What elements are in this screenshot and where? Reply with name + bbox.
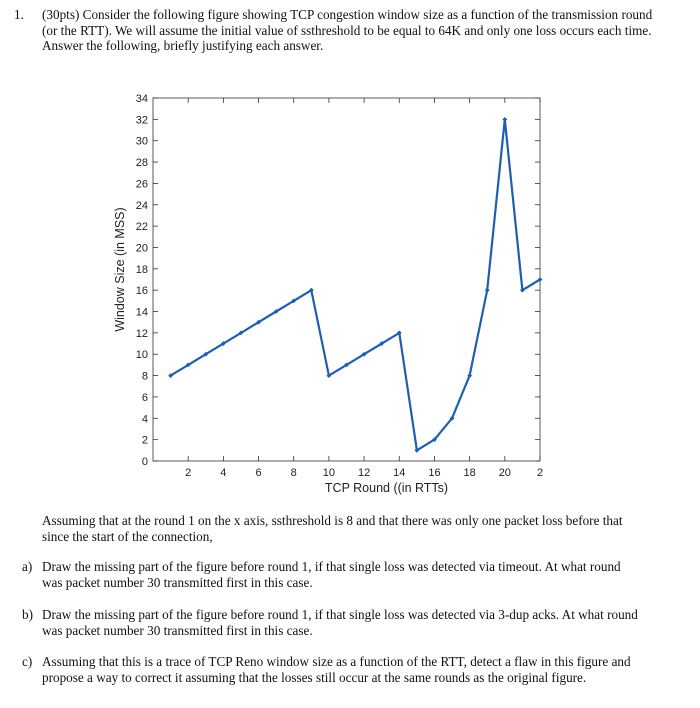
intro-paragraph: Assuming that at the round 1 on the x axis, ssthreshold is 8 and that there was only one packet loss before that since the start of the connection,: [42, 513, 623, 544]
y-tick-label: 22: [135, 221, 148, 234]
part-a-label: a): [22, 559, 33, 574]
y-tick-label: 12: [135, 327, 148, 340]
x-tick-label: 8: [290, 467, 297, 479]
y-tick-label: 6: [141, 391, 148, 404]
y-tick-label: 30: [135, 135, 148, 148]
x-tick-label: 4: [220, 467, 227, 479]
y-tick-label: 2: [141, 434, 148, 447]
y-tick-label: 20: [135, 242, 148, 255]
y-tick-label: 10: [135, 349, 148, 362]
x-tick-label: 12: [357, 467, 371, 479]
y-tick-label: 0: [141, 456, 148, 468]
x-tick-label: 2: [185, 467, 192, 479]
data-point: [502, 117, 507, 122]
part-c-text: Assuming that this is a trace of TCP Reno window size as a function of the RTT, detect a flaw in this figure and propose a way to correct it assuming that the losses still occur at the same rounds as the original figure.: [42, 654, 631, 685]
y-tick-label: 18: [135, 263, 148, 276]
x-tick-label: 6: [255, 467, 262, 479]
y-tick-label: 4: [141, 413, 148, 426]
x-tick-label: 20: [498, 467, 511, 479]
x-tick-label: 14: [393, 467, 406, 479]
data-point: [485, 288, 490, 293]
part-b-label: b): [22, 607, 33, 622]
x-axis-label: TCP Round ((in RTTs): [324, 481, 449, 495]
x-tick-label: 18: [463, 467, 476, 479]
y-tick-label: 32: [135, 114, 148, 127]
x-tick-label: 2: [536, 467, 544, 479]
part-a-text: Draw the missing part of the figure before round 1, if that single loss was detected via timeout. At what round was packet number 30 transmitted first in this case.: [42, 559, 621, 590]
y-tick-label: 26: [135, 178, 148, 191]
y-tick-label: 14: [135, 306, 148, 319]
series-line: [171, 119, 540, 450]
question-number: 1.: [14, 7, 24, 22]
part-b-text: Draw the missing part of the figure before round 1, if that single loss was detected via 3-dup acks. At what round was packet number 30 transmitted first in this case.: [42, 607, 638, 638]
y-tick-label: 34: [135, 93, 148, 105]
y-axis-label: Window Size (in MSS): [113, 207, 127, 332]
y-tick-label: 8: [141, 370, 148, 383]
part-c-label: c): [22, 654, 33, 669]
x-tick-label: 10: [322, 467, 336, 479]
plot-frame: [153, 98, 540, 461]
y-tick-label: 28: [135, 157, 148, 170]
x-tick-label: 16: [428, 467, 441, 479]
y-tick-label: 16: [135, 285, 148, 298]
question-text: (30pts) Consider the following figure showing TCP congestion window size as a function of the transmission round (or the RTT). We will assume the initial value of ssthreshold to be equal to 64K and only one loss occurs each time. Answer the following, briefly justifying each answer.: [42, 7, 653, 53]
y-tick-label: 24: [135, 199, 148, 212]
